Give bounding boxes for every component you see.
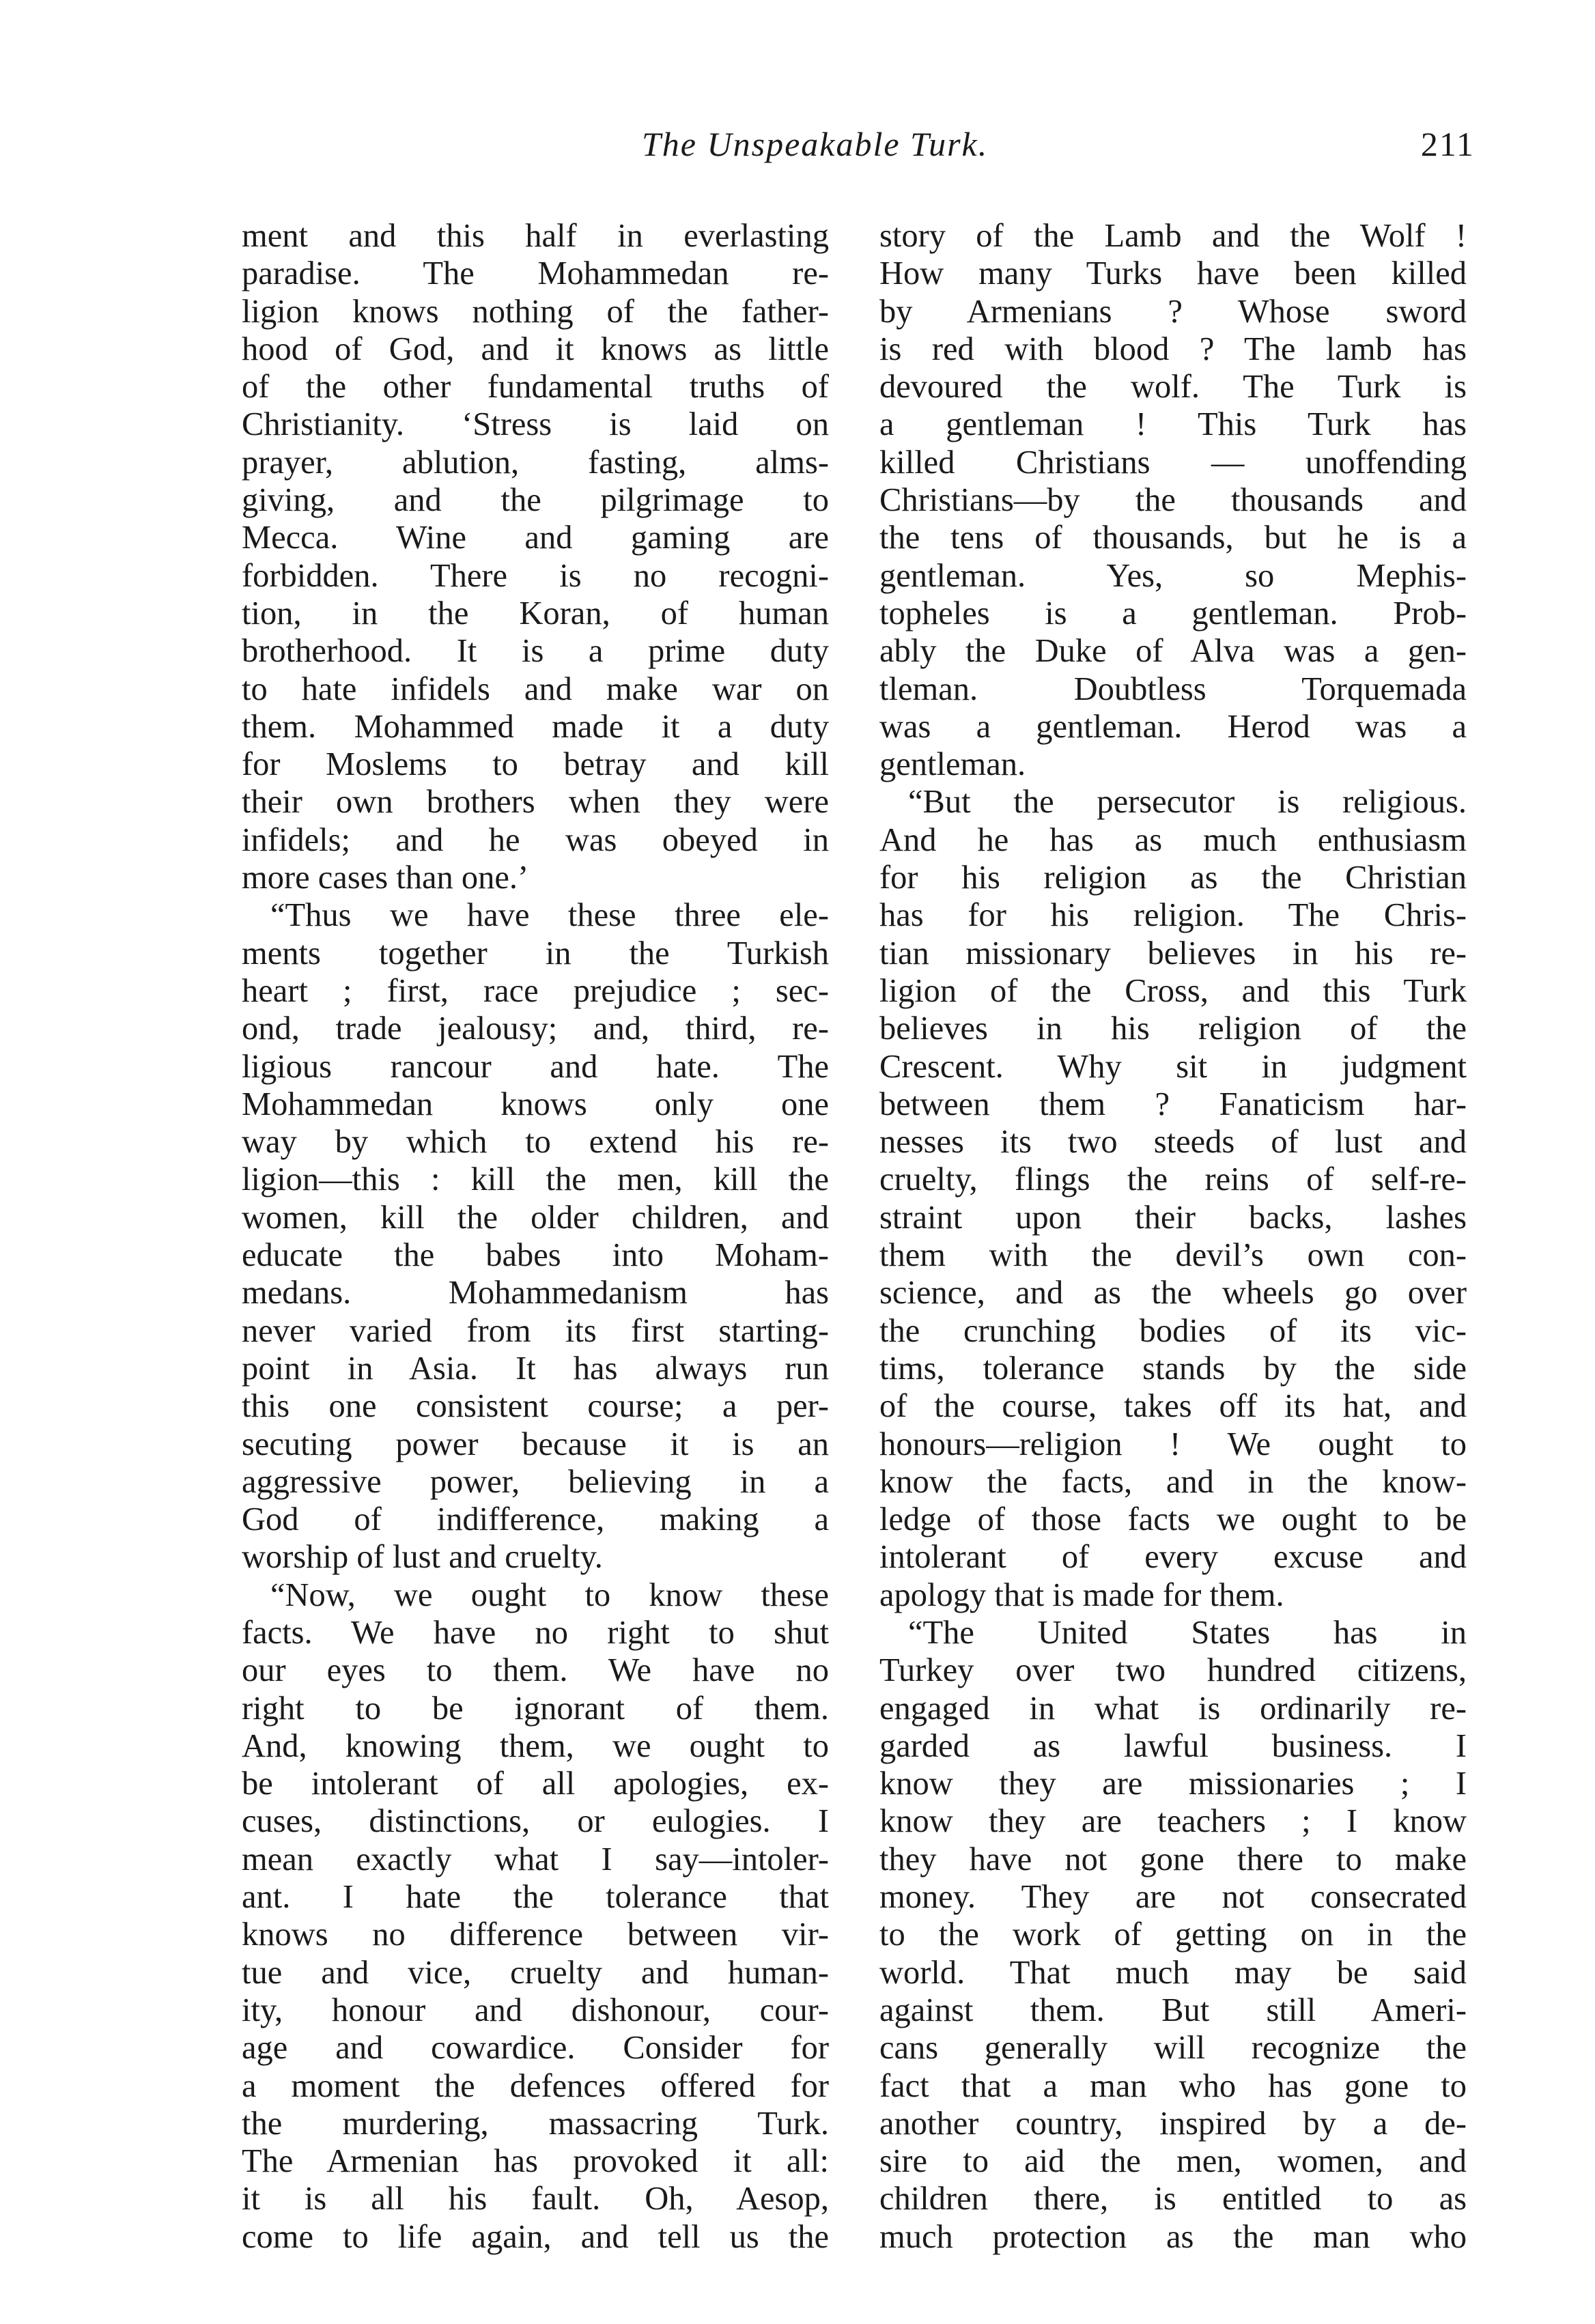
text-line: prayer, ablution, fasting, alms-: [242, 444, 829, 481]
text-line: educate the babes into Moham-: [242, 1237, 829, 1274]
text-line: Christians—by the thousands and: [879, 482, 1467, 519]
text-line: Mohammedan knows only one: [242, 1086, 829, 1122]
text-line: of the course, takes off its hat, and: [879, 1388, 1467, 1425]
text-line: fact that a man who has gone to: [879, 2067, 1467, 2104]
text-line: tims, tolerance stands by the side: [879, 1350, 1467, 1387]
text-line: has for his religion. The Chris-: [879, 897, 1467, 934]
text-line: tion, in the Koran, of human: [242, 595, 829, 632]
text-line: paradise. The Mohammedan re-: [242, 255, 829, 292]
text-line: them with the devil’s own con-: [879, 1237, 1467, 1274]
text-line: And he has as much enthusiasm: [879, 821, 1467, 858]
text-line: the tens of thousands, but he is a: [879, 520, 1467, 556]
text-line: ligion—this : kill the men, kill the: [242, 1161, 829, 1198]
text-line: know they are missionaries ; I: [879, 1766, 1467, 1802]
text-line: gentleman. Yes, so Mephis-: [879, 557, 1467, 594]
text-line: heart ; first, race prejudice ; sec-: [242, 972, 829, 1009]
text-line: engaged in what is ordinarily re-: [879, 1690, 1467, 1727]
text-line: honours—religion ! We ought to: [879, 1426, 1467, 1462]
text-line: And, knowing them, we ought to: [242, 1727, 829, 1764]
text-line: secuting power because it is an: [242, 1426, 829, 1462]
text-line: much protection as the man who: [879, 2218, 1467, 2255]
page-header: [205, 124, 1475, 172]
text-line: knows no difference between vir-: [242, 1916, 829, 1953]
text-line: for his religion as the Christian: [879, 860, 1467, 896]
text-line: age and cowardice. Consider for: [242, 2030, 829, 2067]
text-line: hood of God, and it knows as little: [242, 330, 829, 367]
text-line: worship of lust and cruelty.: [242, 1539, 603, 1576]
text-line: “Now, we ought to know these: [270, 1576, 829, 1613]
text-line: “The United States has in: [908, 1614, 1467, 1651]
text-line: to hate infidels and make war on: [242, 670, 829, 707]
text-line: “But the persecutor is religious.: [908, 784, 1467, 821]
text-line: sire to aid the men, women, and: [879, 2143, 1467, 2180]
text-line: mean exactly what I say—intoler-: [242, 1841, 829, 1877]
text-line: never varied from its first starting-: [242, 1312, 829, 1349]
text-line: ond, trade jealousy; and, third, re-: [242, 1010, 829, 1047]
text-line: science, and as the wheels go over: [879, 1275, 1467, 1312]
text-line: ably the Duke of Alva was a gen-: [879, 633, 1467, 670]
text-line: medans. Mohammedanism has: [242, 1275, 829, 1312]
text-line: of the other fundamental truths of: [242, 369, 829, 406]
running-title: The Unspeakable Turk.: [642, 125, 989, 163]
text-line: come to life again, and tell us the: [242, 2218, 829, 2255]
text-line: nesses its two steeds of lust and: [879, 1124, 1467, 1161]
page-number: 211: [1420, 125, 1475, 163]
text-line: How many Turks have been killed: [879, 255, 1467, 292]
text-line: cruelty, flings the reins of self-re-: [879, 1161, 1467, 1198]
text-line: is red with blood ? The lamb has: [879, 330, 1467, 367]
text-line: their own brothers when they were: [242, 784, 829, 821]
text-line: brotherhood. It is a prime duty: [242, 633, 829, 670]
text-line: Mecca. Wine and gaming are: [242, 520, 829, 556]
text-line: God of indifference, making a: [242, 1501, 829, 1538]
text-line: they have not gone there to make: [879, 1841, 1467, 1877]
text-line: ant. I hate the tolerance that: [242, 1879, 829, 1916]
text-line: story of the Lamb and the Wolf !: [879, 218, 1467, 254]
text-line: cans generally will recognize the: [879, 2030, 1467, 2067]
text-line: this one consistent course; a per-: [242, 1388, 829, 1425]
text-line: Crescent. Why sit in judgment: [879, 1048, 1467, 1085]
text-line: apology that is made for them.: [879, 1576, 1284, 1613]
text-line: the crunching bodies of its vic-: [879, 1312, 1467, 1349]
text-line: way by which to extend his re-: [242, 1124, 829, 1161]
text-line: right to be ignorant of them.: [242, 1690, 829, 1727]
text-line: a moment the defences offered for: [242, 2067, 829, 2104]
text-line: gentleman.: [879, 746, 1026, 783]
text-line: know they are teachers ; I know: [879, 1803, 1467, 1840]
text-line: intolerant of every excuse and: [879, 1539, 1467, 1576]
text-line: for Moslems to betray and kill: [242, 746, 829, 783]
text-line: infidels; and he was obeyed in: [242, 821, 829, 858]
text-line: garded as lawful business. I: [879, 1727, 1467, 1764]
text-line: Christianity. ‘Stress is laid on: [242, 406, 829, 443]
text-line: was a gentleman. Herod was a: [879, 708, 1467, 745]
text-line: cuses, distinctions, or eulogies. I: [242, 1803, 829, 1840]
text-line: facts. We have no right to shut: [242, 1614, 829, 1651]
text-line: aggressive power, believing in a: [242, 1463, 829, 1500]
text-line: point in Asia. It has always run: [242, 1350, 829, 1387]
text-line: giving, and the pilgrimage to: [242, 482, 829, 519]
text-line: be intolerant of all apologies, ex-: [242, 1766, 829, 1802]
text-line: ledge of those facts we ought to be: [879, 1501, 1467, 1538]
text-line: ity, honour and dishonour, cour-: [242, 1992, 829, 2028]
text-line: straint upon their backs, lashes: [879, 1199, 1467, 1236]
text-line: a gentleman ! This Turk has: [879, 406, 1467, 443]
text-line: women, kill the older children, and: [242, 1199, 829, 1236]
text-line: ligion knows nothing of the father-: [242, 293, 829, 330]
text-line: tue and vice, cruelty and human-: [242, 1954, 829, 1991]
text-line: more cases than one.’: [242, 860, 529, 896]
text-line: “Thus we have these three ele-: [270, 897, 829, 934]
text-line: world. That much may be said: [879, 1954, 1467, 1991]
text-line: topheles is a gentleman. Prob-: [879, 595, 1467, 632]
text-line: Turkey over two hundred citizens,: [879, 1652, 1467, 1689]
left-text-column: [242, 217, 829, 2256]
text-line: it is all his fault. Oh, Aesop,: [242, 2181, 829, 2217]
text-line: the murdering, massacring Turk.: [242, 2105, 829, 2142]
text-line: ligion of the Cross, and this Turk: [879, 972, 1467, 1009]
right-text-column: [879, 217, 1467, 2256]
text-line: forbidden. There is no recogni-: [242, 557, 829, 594]
text-line: devoured the wolf. The Turk is: [879, 369, 1467, 406]
text-line: money. They are not consecrated: [879, 1879, 1467, 1916]
text-line: another country, inspired by a de-: [879, 2105, 1467, 2142]
text-line: know the facts, and in the know-: [879, 1463, 1467, 1500]
text-line: children there, is entitled to as: [879, 2181, 1467, 2217]
text-line: between them ? Fanaticism har-: [879, 1086, 1467, 1122]
text-line: to the work of getting on in the: [879, 1916, 1467, 1953]
text-line: by Armenians ? Whose sword: [879, 293, 1467, 330]
text-line: our eyes to them. We have no: [242, 1652, 829, 1689]
text-line: killed Christians — unoffending: [879, 444, 1467, 481]
text-line: ments together in the Turkish: [242, 935, 829, 972]
text-line: believes in his religion of the: [879, 1010, 1467, 1047]
text-line: ligious rancour and hate. The: [242, 1048, 829, 1085]
text-line: them. Mohammed made it a duty: [242, 708, 829, 745]
text-line: tian missionary believes in his re-: [879, 935, 1467, 972]
text-line: ment and this half in everlasting: [242, 218, 829, 254]
text-line: against them. But still Ameri-: [879, 1992, 1467, 2028]
text-line: tleman. Doubtless Torquemada: [879, 670, 1467, 707]
text-line: The Armenian has provoked it all:: [242, 2143, 829, 2180]
